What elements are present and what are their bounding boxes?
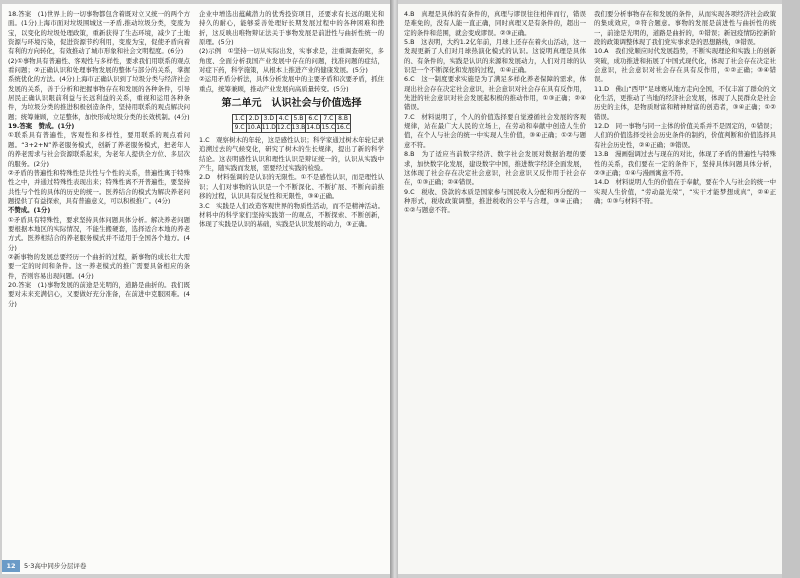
right-column-2 bbox=[594, 10, 776, 206]
paragraph: 4.B 真理是具体的有条件的，真理与谬误往往相伴而行，错误是难免的，没有人能一直正确，同时真理又是有条件的，超出一定的条件和范围，就会变成谬误。②③正确。 bbox=[404, 10, 586, 37]
left-page bbox=[2, 4, 390, 574]
answer-table bbox=[232, 114, 351, 133]
paragraph: 20.答案 (1)事物发展的前途是光明的，道路是曲折的。我们既要对未来充满信心，又要做好充分准备，在前进中克服困难。(4分) bbox=[8, 280, 190, 308]
answer-cell: 15.C bbox=[321, 124, 336, 132]
question-heading: 19.答案 赞成。(1分) bbox=[8, 122, 75, 131]
paragraph: 6.C 这一制度要求实施是为了满足多样化养老保障的需求，体现出社会存在决定社会意识，社会意识对社会存在具有反作用，先进的社会意识对社会发展起积极的推动作用，①③正确；②④错误。 bbox=[404, 75, 586, 112]
book-spine-shadow bbox=[390, 0, 398, 578]
paragraph: 11.D 佛山“西甲”足球赛从地方走向全国，不仅丰富了群众的文化生活，更推动了当地的经济社会发展，体现了人民群众是社会历史的主体，是物质财富和精神财富的创造者，③④正确；①②错误。 bbox=[594, 84, 776, 121]
paragraph: 13.B 漫画强调过去与现在的对比，体现了矛盾的普遍性与特殊性的关系，我们要在一定的条件下，坚持具体问题具体分析，②③正确；①④与漫画寓意不符。 bbox=[594, 150, 776, 177]
answer-cell: 10.A bbox=[247, 124, 261, 132]
answer-row bbox=[233, 124, 351, 133]
answer-cell: 4.C bbox=[276, 115, 291, 124]
right-column-1 bbox=[404, 10, 586, 216]
page-number: 12 bbox=[2, 560, 20, 572]
left-column-2 bbox=[199, 10, 384, 230]
answer-row bbox=[233, 115, 351, 124]
paragraph: ①联系具有普遍性，客观性和多样性，要用联系的观点看问题。“3+2+N”养老服务模式，创新了养老服务模式，把老年人的养老需求与社会资源联系起来，为老年人提供全方位、多层次的服务。(2分) bbox=[8, 131, 190, 168]
page-footer bbox=[2, 560, 142, 572]
answer-cell: 7.C bbox=[321, 115, 336, 124]
unit-title: 第二单元 认识社会与价值选择 bbox=[221, 98, 362, 110]
answer-cell: 14.D bbox=[306, 124, 321, 132]
answer-cell: 5.B bbox=[291, 115, 306, 124]
paragraph: 7.C 材料说明了，个人的价值选择要自觉遵循社会发展的客观规律，站在最广大人民的立场上，在劳动和奉献中创造人生价值，在个人与社会的统一中实现人生价值，③④正确；①②与题意不符。 bbox=[404, 112, 586, 149]
paragraph: 18.答案 (1)世界上的一切事物都包含着既对立又统一的两个方面。(1分)上海市面对垃圾围城这一矛盾,推动垃圾分类，变废为宝，以变化的垃圾处理政策，重新获得了生态环境，减少了土地资源与环境污染，促进资源节约利用，变废为宝，促使矛盾向着有利的方向转化，有效推动了城市形象和社会文明程度。(6分) bbox=[8, 10, 190, 56]
paragraph: (2)①事物具有普遍性、客观性与多样性，要求我们用联系的观点看问题；②正确认识和处理事物发展的整体与部分的关系，掌握系统优化的方法。(4分)上海市正确认识到了垃圾分类与经济社会发展的关系，善于分析和把握事物存在和发展的各种条件，引导居民正确认识眼前利益与长远利益的关系，重视和运用各种条件，为垃圾分类的推进积极创造条件，坚持用联系的观点解决问题；统筹兼顾，立足整体，加快形成垃圾分类的长效机制。(4分) bbox=[8, 56, 190, 121]
paragraph: 我们要分析事物存在和发展的条件，从而实现各项经济社会政策的集成效应，②符合题意。事物的发展是前进性与曲折性的统一，前途是光明的，道路是曲折的，①错误；新冠疫情防控新阶段的政策调整体现了我们党实事求是的思想路线，③错误。 bbox=[594, 10, 776, 47]
paragraph: 14.D 材料说明人生的价值在于奉献，要在个人与社会的统一中实现人生价值，“劳动最光荣”，“实干才能梦想成真”，②④正确；①③与材料不符。 bbox=[594, 178, 776, 205]
answer-cell: 11.D bbox=[261, 124, 276, 132]
answer-cell: 12.C bbox=[276, 124, 291, 132]
answer-cell: 3.D bbox=[261, 115, 276, 124]
page-edge bbox=[782, 0, 800, 578]
paragraph: 8.B 为了适应当前数字经济、数字社会发展对数据治理的要求，加快数字化发展，建设数字中国，推进数字经济全面发展，这体现了社会存在决定社会意识，社会意识又反作用于社会存在，①③正确；②④错误。 bbox=[404, 150, 586, 187]
right-page bbox=[398, 4, 782, 574]
paragraph: 5.B 这表明，大约1.2亿年前，月球上还存在着火山活动，这一发现更新了人们对月球热演化模式的认识。这说明真理是具体的、有条件的，实践是认识的来源和发展动力，人们对月球的认识是一个不断深化和发展的过程，①④正确。 bbox=[404, 38, 586, 75]
answer-cell: 13.B bbox=[291, 124, 306, 132]
answer-cell: 8.B bbox=[336, 115, 351, 124]
book-title: 5·3高中同步分层评卷 bbox=[24, 562, 87, 570]
answer-cell: 1.C bbox=[233, 115, 247, 124]
paragraph: 企业中增选出蕴藏潜力的优秀投资项目，还要求有长远的眼光和持久的耐心，能够妥善处理好长期发展过程中的各种困难和挫折，这反映出唯物辩证法关于事物发展是前进性与曲折性统一的原理。(5分) bbox=[199, 10, 384, 47]
answer-cell: 6.C bbox=[306, 115, 321, 124]
answer-cell: 9.C bbox=[233, 124, 247, 133]
paragraph: 9.C 税收、贷款的本质是国家参与国民收入分配和再分配的一种形式，税收政策调整，推进税收的公平与合理，③④正确；①②与题意不符。 bbox=[404, 187, 586, 215]
paragraph: ②运用矛盾分析法，具体分析发展中的主要矛盾和次要矛盾，抓住重点，统筹兼顾，推动产业发展向高质量转变。(5分) bbox=[199, 75, 384, 93]
answer-cell: 2.D bbox=[247, 115, 262, 124]
answer-cell: 16.C bbox=[336, 124, 350, 132]
question-heading: 不赞成。(1分) bbox=[8, 206, 51, 215]
left-column-1 bbox=[8, 10, 190, 309]
paragraph: 12.D 同一事物与同一主体的价值关系并不是固定的，①错误；人们的价值选择受社会历史条件的制约，价值判断和价值选择具有社会历史性，②④正确；③错误。 bbox=[594, 122, 776, 149]
paragraph: 3.C 实践是人们改造客观世界的物质性活动，而不是精神活动。材料中的科学家们坚持实践第一的观点，不断探索、不断创新，体现了实践是认识的基础，实践是认识发展的动力，③正确。 bbox=[199, 201, 384, 229]
paragraph: ②矛盾的普遍性和特殊性是共性与个性的关系，普遍性寓于特殊性之中，并通过特殊性表现出来；特殊性离不开普遍性，要坚持共性与个性的具体的历史的统一。医养结合的模式为解决养老问题提供了有益探索，具有普遍意义，可以积极推广。(4分) bbox=[8, 168, 190, 205]
paragraph: 1.C 观察树木的年轮，这是感性认识；科学家通过树木年轮记录追溯过去的气候变化，研究了树木的生长规律，提出了新的科学结论。这表明感性认识和理性认识是辩证统一的，认识从实践中产生，随实践而发展，需要经过实践的检验。 bbox=[199, 136, 384, 173]
paragraph: (2)示例 ①坚持一切从实际出发，实事求是，注重调查研究，多角度、全面分析我国产业发展中存在的问题，找准问题的症结，对症下药，科学施策，从根本上推进产业的健康发展。(5分) bbox=[199, 47, 384, 75]
paragraph: ②新事物的发展总要经历一个曲折的过程，新事物的成长壮大需要一定的时间和条件。这一养老模式的推广需要具备相应的条件，否则容易出现问题。(4分) bbox=[8, 252, 190, 280]
paragraph: ①矛盾具有特殊性，要求坚持具体问题具体分析。解决养老问题要根据本地区的实际情况，不能生搬硬套，选择适合本地的养老方式。医养相结合的养老服务模式并不适用于全国各个地方。(4分) bbox=[8, 215, 190, 252]
paragraph: 10.A 我们党顺应时代发展趋势，不断实现理论和实践上的创新突破，成功推进和拓展了中国式现代化，体现了社会存在决定社会意识，社会意识对社会存在具有反作用，①②正确；③④错误。 bbox=[594, 47, 776, 84]
paragraph: 2.D 材料强调的是认识的无限性。①不是感性认识，而是理性认识；人们对事物的认识是一个不断深化、不断扩展、不断向前推移的过程，认识具有反复性和无限性，③④正确。 bbox=[199, 173, 384, 201]
